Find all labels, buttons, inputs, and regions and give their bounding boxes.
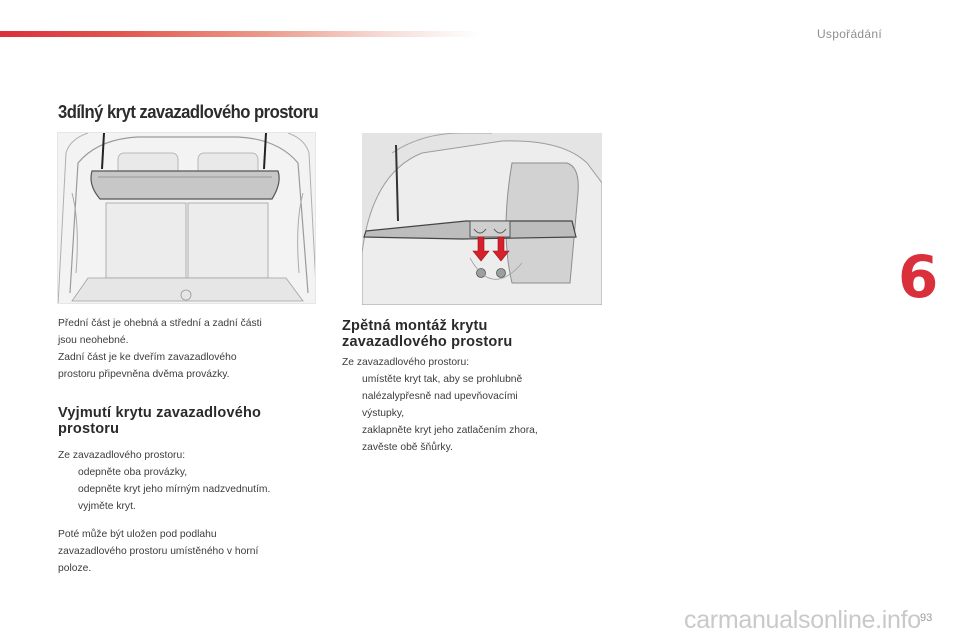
removal-note-line: zavazadlového prostoru umístěného v horní xyxy=(58,546,259,557)
step-text: zaklapněte kryt jeho zatlačením zhora, xyxy=(362,425,538,436)
list-item xyxy=(342,422,602,439)
removal-note-line: poloze. xyxy=(58,563,92,574)
refit-cover-illustration xyxy=(362,133,602,305)
refit-heading-line: zavazadlového prostoru xyxy=(342,334,513,350)
intro-text xyxy=(58,315,328,383)
intro-line: Přední část je ohebná a střední a zadní části xyxy=(58,318,262,329)
step-text: zavěste obě šňůrky. xyxy=(362,442,453,453)
step-text: umístěte kryt tak, aby se prohlubně xyxy=(362,374,523,385)
list-item xyxy=(342,371,602,422)
removal-heading-line: Vyjmutí krytu zavazadlového xyxy=(58,405,262,421)
section-title: Uspořádání xyxy=(816,27,882,41)
chapter-number: 6 xyxy=(898,243,939,311)
list-item xyxy=(58,464,338,481)
refit-section xyxy=(342,318,602,456)
refit-heading-line: Zpětná montáž krytu xyxy=(342,318,488,334)
watermark: carmanualsonline.info xyxy=(684,606,921,634)
removal-steps xyxy=(58,464,338,515)
refit-heading xyxy=(342,318,602,350)
refit-steps xyxy=(342,371,602,456)
intro-line: Zadní část je ke dveřím zavazadlového xyxy=(58,352,237,363)
header-accent-bar xyxy=(0,31,480,37)
list-item xyxy=(58,498,338,515)
step-text: odepněte oba provázky, xyxy=(78,467,188,478)
step-text: výstupky, xyxy=(362,408,405,419)
step-text: nalézalypřesně nad upevňovacími xyxy=(362,391,518,402)
page-title: 3dílný kryt zavazadlového prostoru xyxy=(58,101,319,122)
step-text: odepněte kryt jeho mírným nadzvednutím. xyxy=(78,484,271,495)
intro-line: jsou neohebné. xyxy=(58,335,129,346)
removal-heading-line: prostoru xyxy=(58,421,120,437)
list-item xyxy=(58,481,338,498)
removal-section xyxy=(58,405,338,577)
refit-lead: Ze zavazadlového prostoru: xyxy=(342,357,470,368)
page-number: 93 xyxy=(920,612,933,624)
removal-heading xyxy=(58,405,338,437)
list-item xyxy=(342,439,602,456)
removal-lead: Ze zavazadlového prostoru: xyxy=(58,450,186,461)
removal-note-line: Poté může být uložen pod podlahu xyxy=(58,529,217,540)
step-text: vyjměte kryt. xyxy=(78,501,136,512)
intro-line: prostoru připevněna dvěma provázky. xyxy=(58,369,230,380)
trunk-cover-illustration xyxy=(57,132,316,304)
